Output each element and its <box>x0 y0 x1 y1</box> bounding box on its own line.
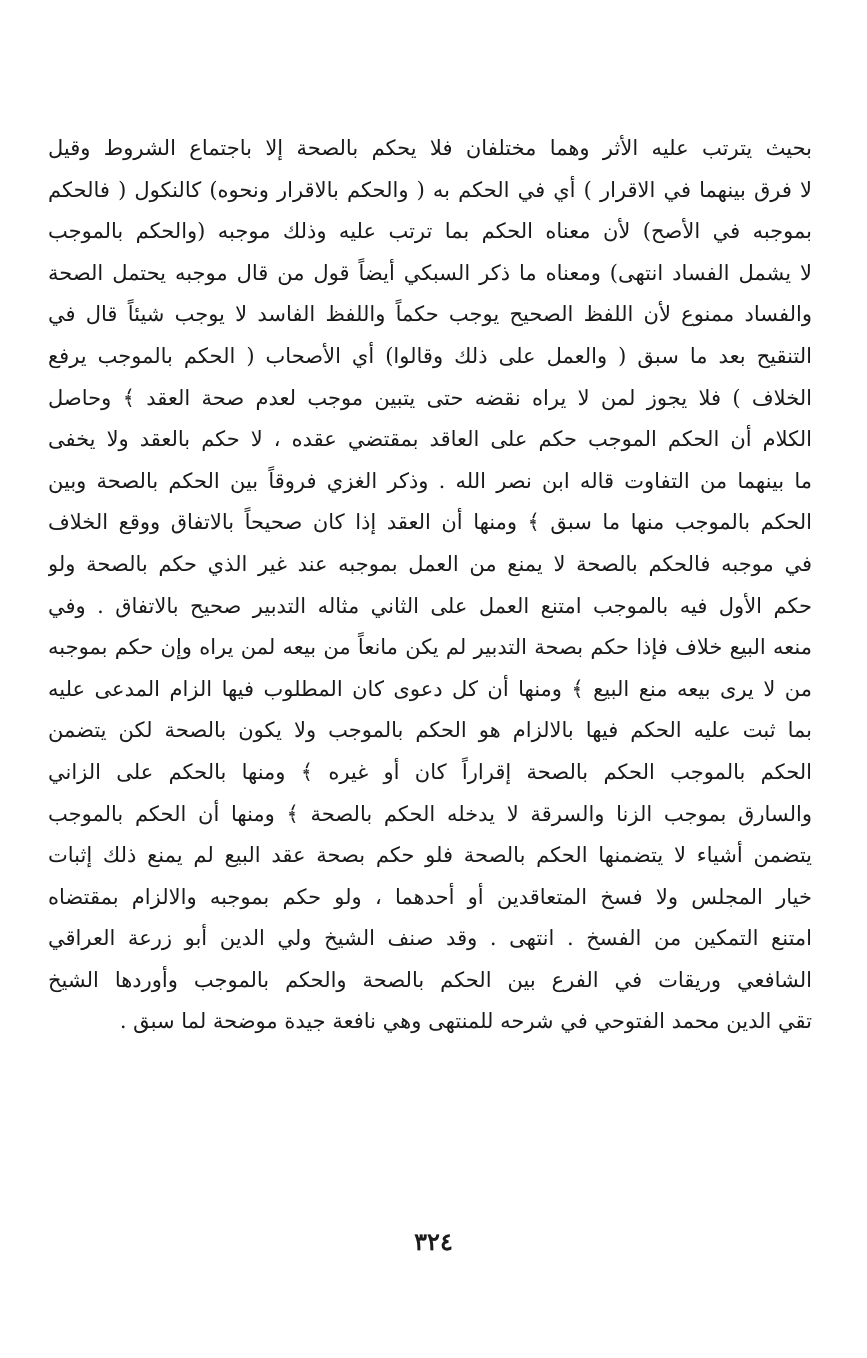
text-line: والفساد ممنوع لأن اللفظ الصحيح يوجب حكماً واللفظ الفاسد لا يوجب شيئاً قال في <box>48 302 812 327</box>
page-number: ٣٢٤ <box>414 1227 453 1256</box>
text-line: تقي الدين محمد الفتوحي في شرحه للمنتهى وهي نافعة جيدة موضحة لما سبق . <box>119 1009 812 1034</box>
text-line: حكم الأول فيه بالموجب امتنع العمل على الثاني مثاله التدبير صحيح بالاتفاق . وفي <box>48 593 812 618</box>
text-line: بما ثبت عليه الحكم فيها بالالزام هو الحكم بالموجب ولا يكون بالصحة لكن يتضمن <box>48 718 812 743</box>
text-line: الخلاف ) فلا يجوز لمن لا يراه نقضه حتى يتبين موجب لعدم صحة العقد ﴾ وحاصل <box>48 385 812 410</box>
text-line: خيار المجلس ولا فسخ المتعاقدين أو أحدهما ، ولو حكم بموجبه والالزام بمقتضاه <box>48 884 812 909</box>
text-line: امتنع التمكين من الفسخ . انتهى . وقد صنف الشيخ ولي الدين أبو زرعة العراقي <box>48 926 812 951</box>
text-line: في موجبه فالحكم بالصحة لا يمنع من العمل بموجبه عند غير الذي حكم بالصحة ولو <box>48 551 812 576</box>
text-line: الكلام أن الحكم الموجب حكم على العاقد بمقتضي عقده ، لا حكم بالعقد ولا يخفى <box>48 427 812 452</box>
text-line: من لا يرى بيعه منع البيع ﴾ ومنها أن كل دعوى كان المطلوب فيها الزام المدعى عليه <box>48 676 812 701</box>
text-line: ما بينهما من التفاوت قاله ابن نصر الله . وذكر الغزي فروقاً بين الحكم بالصحة وبين <box>48 468 812 493</box>
text-line: لا فرق بينهما في الاقرار ) أي في الحكم به ( والحكم بالاقرار ونحوه) كالنكول ( فالحكم <box>48 177 812 202</box>
text-line: الحكم بالموجب الحكم بالصحة إقراراً كان أو غيره ﴾ ومنها بالحكم على الزاني <box>48 759 812 784</box>
text-line: التنقيح بعد ما سبق ( والعمل على ذلك وقالوا) أي الأصحاب ( الحكم بالموجب يرفع <box>48 343 812 368</box>
text-line: الحكم بالموجب منها ما سبق ﴾ ومنها أن العقد إذا كان صحيحاً بالاتفاق ووقع الخلاف <box>48 510 812 535</box>
text-line: منعه البيع خلاف فإذا حكم بصحة التدبير لم يكن مانعاً من بيعه لمن يراه وإن حكم بموجبه <box>48 635 812 660</box>
text-line: يتضمن أشياء لا يتضمنها الحكم بالصحة فلو حكم بصحة عقد البيع لم يمنع ذلك إثبات <box>48 843 812 868</box>
text-line: بحيث يترتب عليه الأثر وهما مختلفان فلا يحكم بالصحة إلا باجتماع الشروط وقيل <box>48 136 812 160</box>
text-line: والسارق بموجب الزنا والسرقة لا يدخله الحكم بالصحة ﴾ ومنها أن الحكم بالموجب <box>48 801 812 826</box>
text-line: لا يشمل الفساد انتهى) ومعناه ما ذكر السبكي أيضاً قول من قال موجبه يحتمل الصحة <box>48 260 812 285</box>
body-text <box>48 128 812 1043</box>
text-line: بموجبه في الأصح) لأن معناه الحكم بما ترتب عليه وذلك موجبه (والحكم بالموجب <box>48 219 812 244</box>
text-line: الشافعي وريقات في الفرع بين الحكم بالصحة والحكم بالموجب وأوردها الشيخ <box>48 967 812 992</box>
